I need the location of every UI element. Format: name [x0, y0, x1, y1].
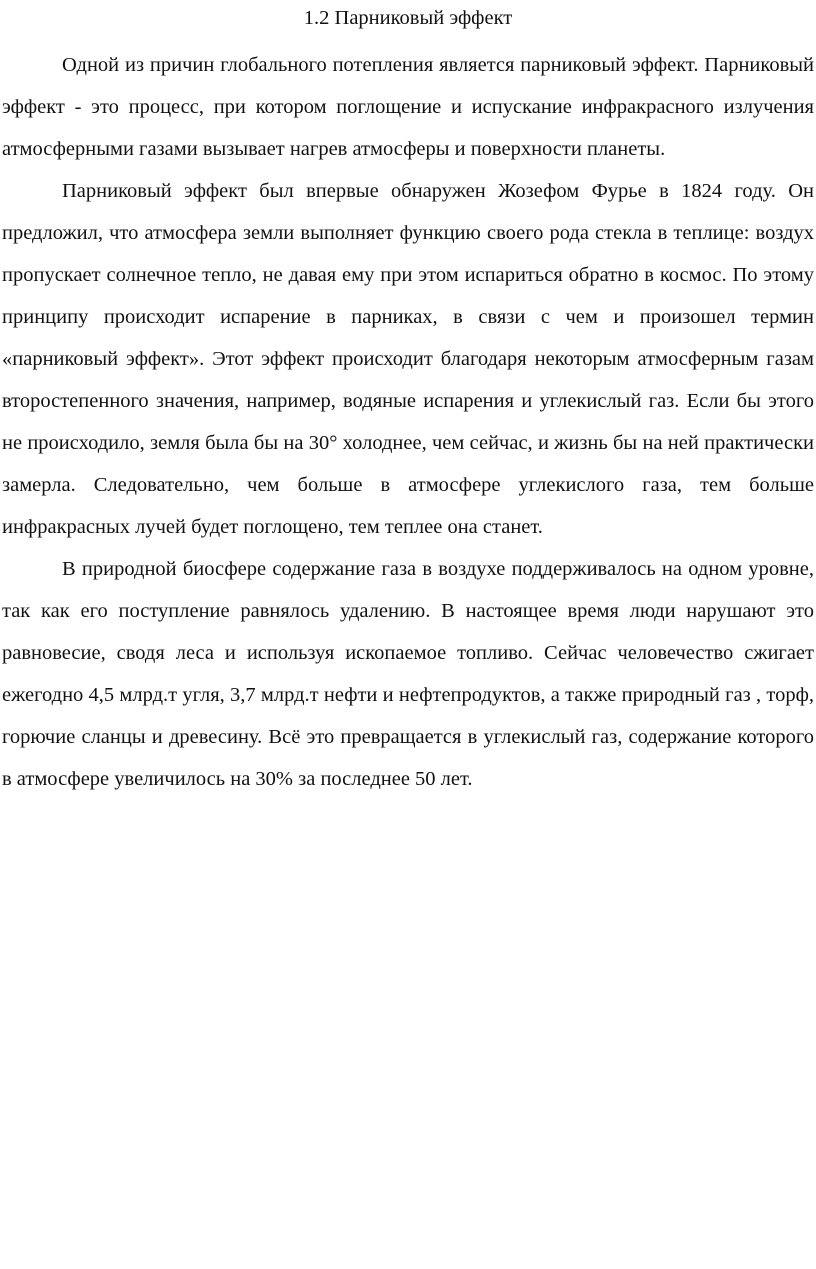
paragraph-intro: Одной из причин глобального потепления является парниковый эффект. Парниковый эффект - это процесс, при котором поглощение и испускание инфракрасного излучения атмосферными газами вызывает нагрев атмосферы и поверхности планеты.: [2, 54, 814, 160]
paragraph-modern: В природной биосфере содержание газа в воздухе поддерживалось на одном уровне, так как его поступление равнялось удалению. В настоящее время люди нарушают это равновесие, сводя леса и используя ископаемое топливо. Сейчас человечество сжигает ежегодно 4,5 млрд.т угля, 3,7 млрд.т нефти и нефтепродуктов, а также природный газ , торф, горючие сланцы и древесину. Всё это превращается в углекислый газ, содержание которого в атмосфере увеличилось на 30% за последнее 50 лет.: [2, 558, 814, 790]
paragraph-history: Парниковый эффект был впервые обнаружен Жозефом Фурье в 1824 году. Он предложил, что атмосфера земли выполняет функцию своего рода стекла в теплице: воздух пропускает солнечное тепло, не давая ему при этом испариться обратно в космос. По этому принципу происходит испарение в парниках, в связи с чем и произошел термин «парниковый эффект». Этот эффект происходит благодаря некоторым атмосферным газам второстепенного значения, например, водяные испарения и углекислый газ. Если бы этого не происходило, земля была бы на 30° холоднее, чем сейчас, и жизнь бы на ней практически замерла. Следовательно, чем больше в атмосфере углекислого газа, тем больше инфракрасных лучей будет поглощено, тем теплее она станет.: [2, 180, 814, 538]
section-heading: 1.2 Парниковый эффект: [303, 7, 513, 29]
